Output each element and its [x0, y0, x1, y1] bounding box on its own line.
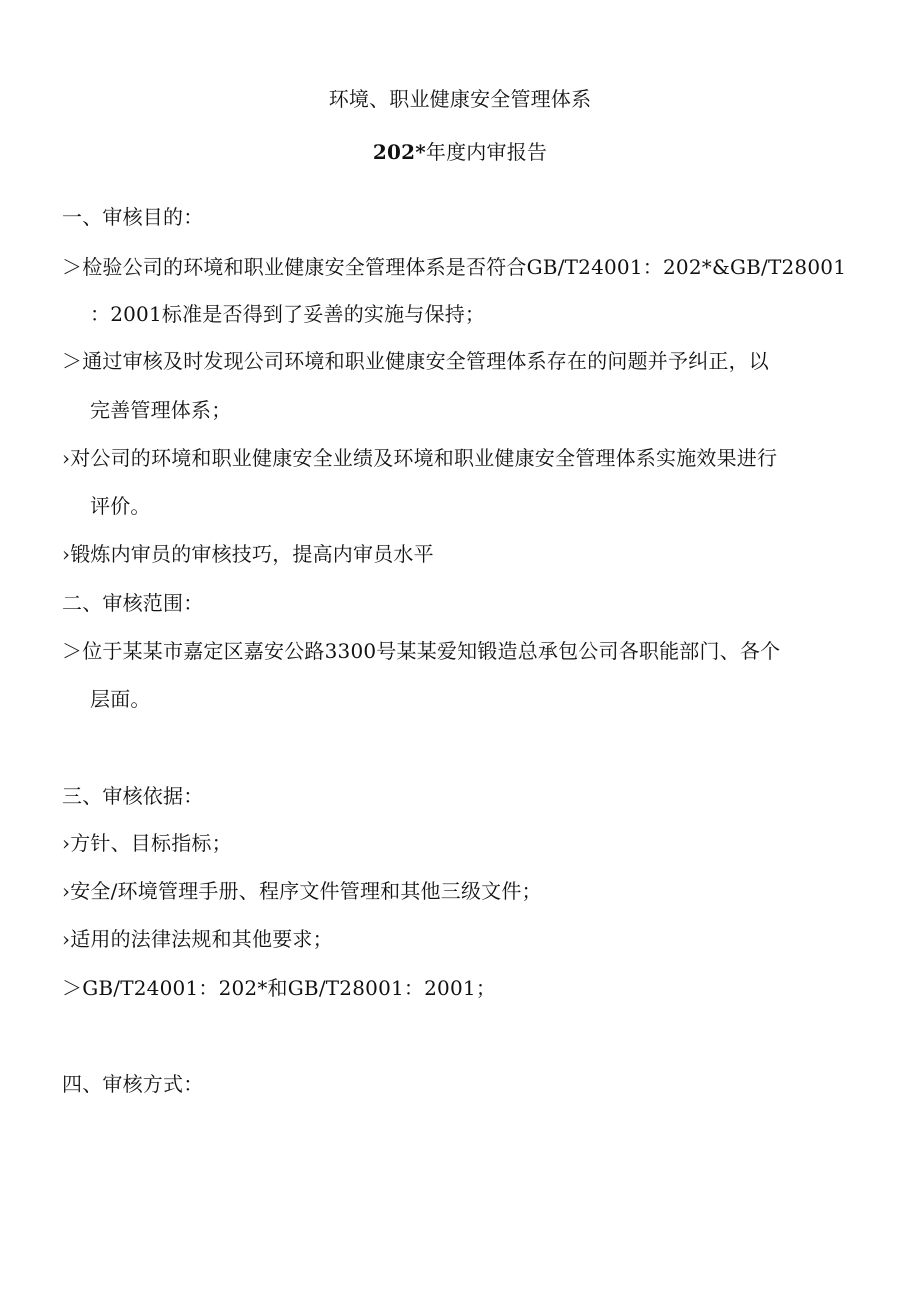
list-item [62, 540, 434, 568]
bullet-marker: ＞ [62, 976, 83, 1000]
list-item-text: 锻炼内审员的审核技巧，提高内审员水平 [70, 542, 434, 566]
list-item [62, 829, 232, 857]
section-heading-basis: 三、审核依据： [62, 784, 204, 808]
bullet-marker: › [62, 831, 71, 855]
list-item-continuation: ：2001标准是否得到了妥善的实施与保持； [90, 302, 486, 326]
bullet-marker: ＞ [62, 349, 83, 373]
list-item-text: 通过审核及时发现公司环境和职业健康安全管理体系存在的问题并予纠正，以 [82, 349, 770, 373]
list-item [62, 974, 496, 1002]
section-heading-scope: 二、审核范围： [62, 591, 204, 615]
document-title [0, 85, 920, 113]
section-heading-method: 四、审核方式： [62, 1072, 204, 1096]
list-item [62, 637, 780, 665]
list-item-text: 检验公司的环境和职业健康安全管理体系是否符合GB/T24001：202*&GB/T28001 [82, 255, 847, 279]
bullet-marker: › [62, 879, 71, 903]
list-item [62, 444, 777, 472]
document-title-text: 环境、职业健康安全管理体系 [328, 87, 592, 111]
list-item [62, 877, 542, 905]
list-item-continuation: 层面。 [90, 687, 151, 711]
list-item-text: 安全/环境管理手册、程序文件管理和其他三级文件； [70, 879, 542, 903]
bullet-marker: ＞ [62, 255, 83, 279]
list-item [62, 253, 846, 281]
list-item-continuation: 完善管理体系； [90, 398, 232, 422]
list-item [62, 925, 333, 953]
list-item-text: 位于某某市嘉定区嘉安公路3300号某某爱知锻造总承包公司各职能部门、各个 [82, 639, 781, 663]
list-item-continuation: 评价。 [90, 494, 151, 518]
list-item-text: 适用的法律法规和其他要求； [70, 927, 333, 951]
bullet-marker: › [62, 927, 71, 951]
document-subtitle-year: 202* [372, 140, 426, 164]
list-item [62, 347, 769, 375]
list-item-text: 对公司的环境和职业健康安全业绩及环境和职业健康安全管理体系实施效果进行 [70, 446, 778, 470]
document-subtitle [0, 138, 920, 166]
section-heading-purpose: 一、审核目的： [62, 205, 204, 229]
bullet-marker: › [62, 446, 71, 470]
bullet-marker: › [62, 542, 71, 566]
list-item-text: GB/T24001：202*和GB/T28001：2001； [82, 976, 497, 1000]
list-item-text: 方针、目标指标； [70, 831, 232, 855]
document-subtitle-text: 年度内审报告 [425, 140, 548, 164]
bullet-marker: ＞ [62, 639, 83, 663]
